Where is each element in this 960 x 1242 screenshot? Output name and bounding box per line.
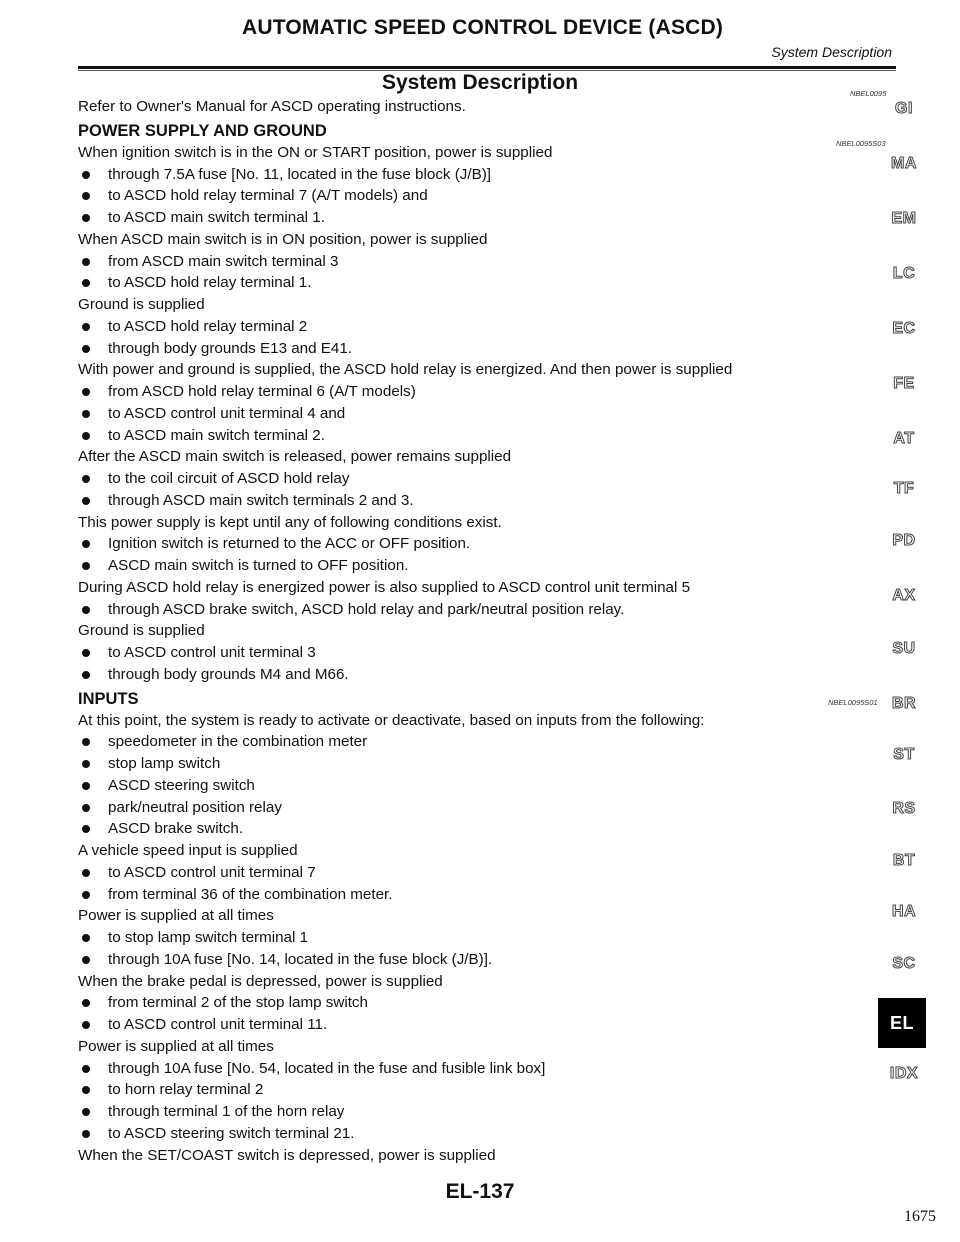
- bullet-item: through ASCD brake switch, ASCD hold relay and park/neutral position relay.: [78, 599, 818, 621]
- header-subtitle: System Description: [771, 44, 892, 60]
- section-tab-el[interactable]: EL: [878, 998, 926, 1048]
- bullet-item: from terminal 2 of the stop lamp switch: [78, 992, 818, 1014]
- paragraph-line: When the brake pedal is depressed, power is supplied: [78, 972, 443, 990]
- section-tab-ec[interactable]: EC: [892, 320, 916, 337]
- body-text: [78, 96, 818, 1166]
- bullet-item: to ASCD hold relay terminal 1.: [78, 272, 818, 294]
- paragraph-line: During ASCD hold relay is energized power is also supplied to ASCD control unit terminal 5: [78, 578, 691, 596]
- section-tab-gi[interactable]: GI: [895, 100, 913, 117]
- bullet-item: to ASCD control unit terminal 7: [78, 862, 818, 884]
- section-tab-ax[interactable]: AX: [892, 587, 916, 604]
- paragraph-line: Refer to Owner's Manual for ASCD operating instructions.: [78, 98, 466, 115]
- section-tab-st[interactable]: ST: [893, 746, 915, 763]
- bullet-item: to ASCD control unit terminal 11.: [78, 1014, 818, 1036]
- bullet-item: ASCD steering switch: [78, 775, 818, 797]
- bullet-item: through body grounds M4 and M66.: [78, 664, 818, 686]
- bullet-item: to ASCD hold relay terminal 2: [78, 316, 818, 338]
- paragraph-line: Power is supplied at all times: [78, 1037, 274, 1055]
- section-tab-su[interactable]: SU: [892, 640, 916, 657]
- bullet-item: through 10A fuse [No. 54, located in the fuse and fusible link box]: [78, 1058, 818, 1080]
- bullet-item: to stop lamp switch terminal 1: [78, 927, 818, 949]
- paragraph-line: After the ASCD main switch is released, power remains supplied: [78, 448, 512, 466]
- bullet-item: through 7.5A fuse [No. 11, located in the fuse block (J/B)]: [78, 164, 818, 186]
- section-tab-tf[interactable]: TF: [893, 480, 915, 497]
- bullet-item: to ASCD main switch terminal 2.: [78, 425, 818, 447]
- section-tab-br[interactable]: BR: [891, 695, 917, 712]
- bullet-item: ASCD brake switch.: [78, 818, 818, 840]
- section-tab-lc[interactable]: LC: [892, 265, 916, 282]
- bullet-item: to ASCD steering switch terminal 21.: [78, 1123, 818, 1145]
- section-tab-rs[interactable]: RS: [892, 800, 916, 817]
- header-title: AUTOMATIC SPEED CONTROL DEVICE (ASCD): [242, 16, 724, 39]
- section-tab-sc[interactable]: SC: [892, 955, 916, 972]
- section-heading: INPUTS: [78, 689, 139, 708]
- bullet-item: ASCD main switch is turned to OFF position.: [78, 555, 818, 577]
- paragraph-line: At this point, the system is ready to activate or deactivate, based on inputs from the following:: [78, 711, 705, 729]
- section-tab-ma[interactable]: MA: [891, 155, 917, 172]
- bullet-item: to horn relay terminal 2: [78, 1079, 818, 1101]
- bullet-item: park/neutral position relay: [78, 797, 818, 819]
- bullet-item: to ASCD hold relay terminal 7 (A/T models) and: [78, 185, 818, 207]
- page-code: EL-137: [445, 1180, 515, 1203]
- bullet-item: from terminal 36 of the combination meter.: [78, 884, 818, 906]
- section-heading: POWER SUPPLY AND GROUND: [78, 121, 327, 140]
- paragraph-line: When ignition switch is in the ON or START position, power is supplied: [78, 143, 553, 161]
- paragraph-line: Ground is supplied: [78, 296, 205, 313]
- paragraph-line: This power supply is kept until any of following conditions exist.: [78, 513, 502, 531]
- bullet-item: through 10A fuse [No. 14, located in the fuse block (J/B)].: [78, 949, 818, 971]
- bullet-item: through terminal 1 of the horn relay: [78, 1101, 818, 1123]
- section-tab-bt[interactable]: BT: [892, 852, 916, 869]
- bullet-item: from ASCD main switch terminal 3: [78, 251, 818, 273]
- header-rule: [78, 66, 896, 69]
- bullet-item: to ASCD control unit terminal 3: [78, 642, 818, 664]
- reference-code: NBEL0095S01: [828, 698, 878, 707]
- paragraph-line: Ground is supplied: [78, 622, 205, 640]
- section-tab-ha[interactable]: HA: [891, 903, 917, 920]
- section-tab-fe[interactable]: FE: [893, 375, 915, 392]
- section-title: System Description: [381, 71, 579, 94]
- bullet-item: through body grounds E13 and E41.: [78, 338, 818, 360]
- paragraph-line: A vehicle speed input is supplied: [78, 842, 298, 859]
- paragraph-line: With power and ground is supplied, the ASCD hold relay is energized. And then power is supplied: [78, 361, 733, 379]
- section-tab-em[interactable]: EM: [891, 210, 917, 227]
- bullet-item: to ASCD main switch terminal 1.: [78, 207, 818, 229]
- reference-code: NBEL0095: [850, 89, 887, 98]
- bullet-item: speedometer in the combination meter: [78, 731, 818, 753]
- paragraph-line: Power is supplied at all times: [78, 907, 274, 925]
- section-tab-idx[interactable]: IDX: [889, 1065, 919, 1082]
- bullet-item: from ASCD hold relay terminal 6 (A/T models): [78, 381, 818, 403]
- page-number: 1675: [904, 1208, 936, 1225]
- bullet-item: to ASCD control unit terminal 4 and: [78, 403, 818, 425]
- section-tab-pd[interactable]: PD: [892, 532, 916, 549]
- bullet-item: stop lamp switch: [78, 753, 818, 775]
- reference-code: NBEL0095S03: [836, 139, 886, 148]
- bullet-item: Ignition switch is returned to the ACC or OFF position.: [78, 533, 818, 555]
- paragraph-line: When the SET/COAST switch is depressed, power is supplied: [78, 1146, 496, 1164]
- section-tab-at[interactable]: AT: [893, 430, 915, 447]
- paragraph-line: When ASCD main switch is in ON position, power is supplied: [78, 230, 488, 248]
- bullet-item: to the coil circuit of ASCD hold relay: [78, 468, 818, 490]
- bullet-item: through ASCD main switch terminals 2 and 3.: [78, 490, 818, 512]
